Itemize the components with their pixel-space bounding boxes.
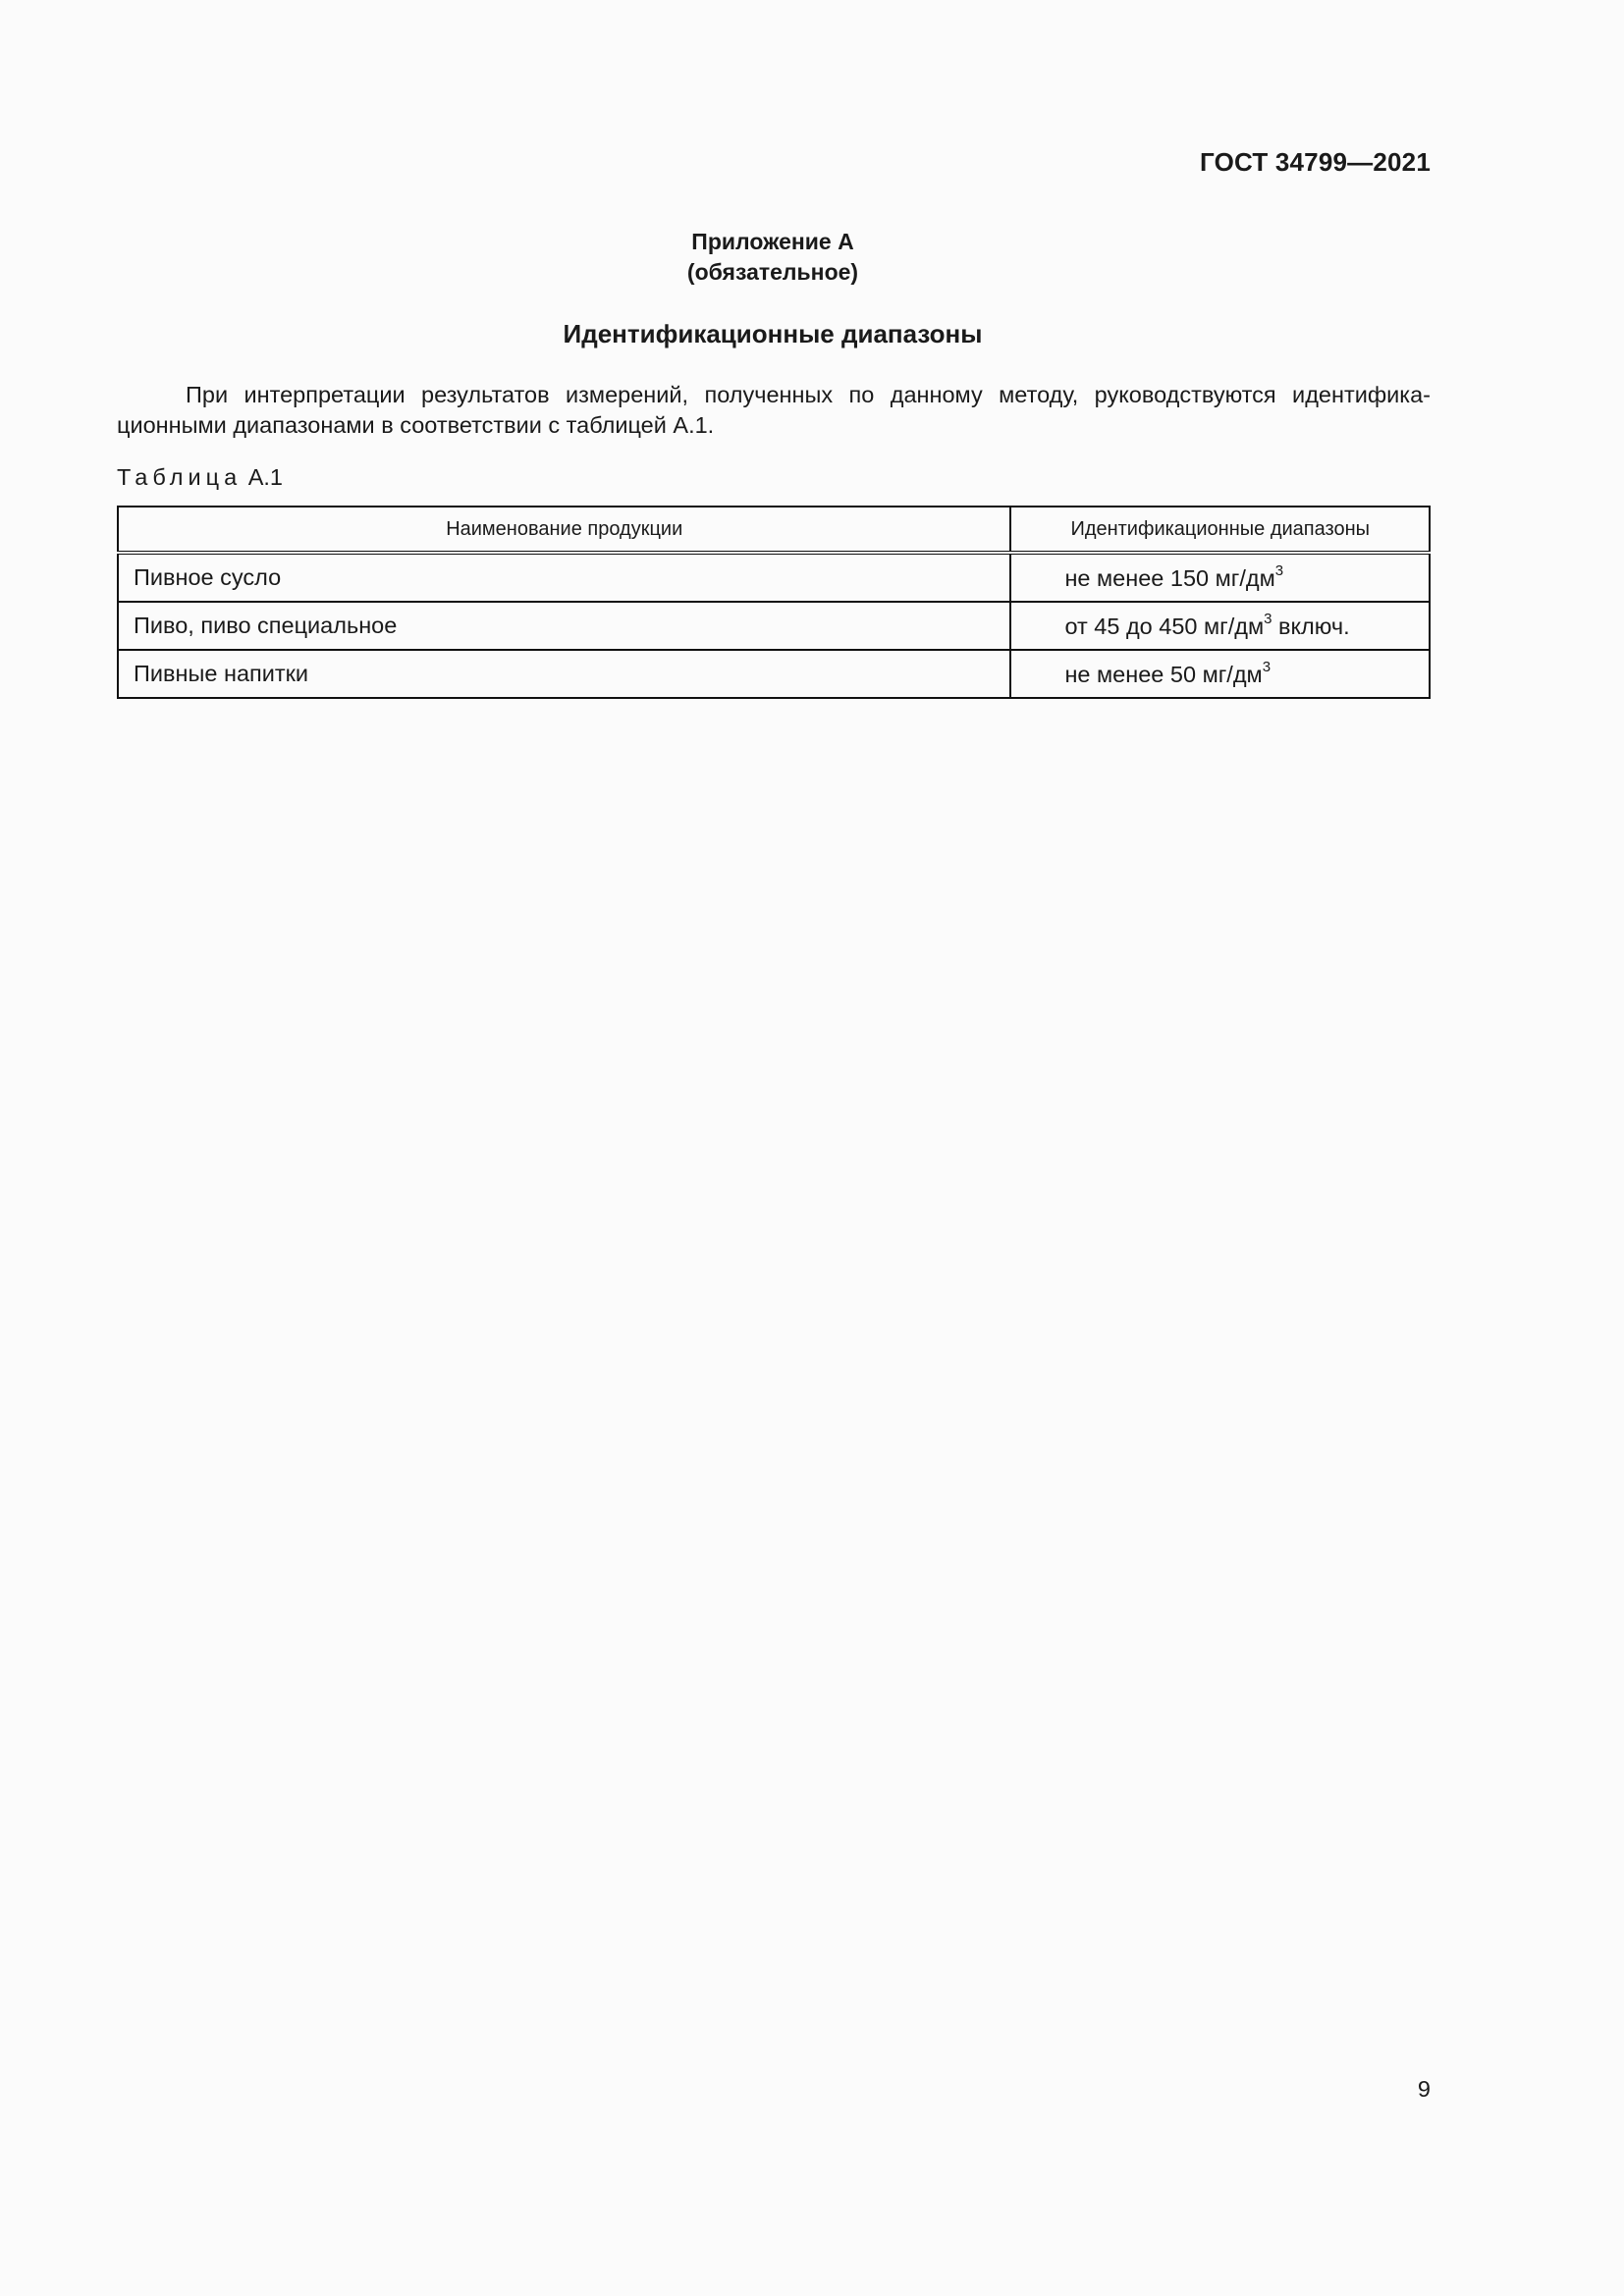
range-cell <box>1010 553 1430 602</box>
intro-line-1: При интерпретации результатов измерений, полученных по данному методу, руководствуются идентифика- <box>186 382 1431 407</box>
table-caption <box>117 464 283 491</box>
range-value: не менее 150 мг/дм <box>1064 564 1275 591</box>
table-row <box>118 650 1430 698</box>
table-header-row <box>118 507 1430 553</box>
document-code: ГОСТ 34799—2021 <box>1200 147 1431 177</box>
range-cell <box>1010 602 1430 650</box>
range-cell <box>1010 650 1430 698</box>
section-title: Идентификационные диапазоны <box>563 319 983 348</box>
unit-exponent: 3 <box>1274 561 1284 579</box>
range-value: от 45 до 450 мг/дм <box>1064 613 1265 639</box>
product-name-cell: Пивные напитки <box>118 650 1010 698</box>
appendix-heading <box>0 227 1545 288</box>
table-row <box>118 602 1430 650</box>
table-caption-number: А.1 <box>247 464 283 490</box>
column-header-range: Идентификационные диапазоны <box>1010 507 1430 553</box>
identification-ranges-table <box>117 506 1431 699</box>
unit-exponent: 3 <box>1264 610 1272 627</box>
unit-exponent: 3 <box>1262 658 1272 675</box>
table-row <box>118 553 1430 602</box>
appendix-status: (обязательное) <box>686 259 859 285</box>
intro-line-2: ционными диапазонами в соответствии с таблицей А.1. <box>117 412 715 438</box>
range-suffix: включ. <box>1272 613 1350 639</box>
intro-paragraph <box>117 380 1431 441</box>
product-name-cell: Пиво, пиво специальное <box>118 602 1010 650</box>
appendix-title: Приложение А <box>691 229 854 254</box>
range-value: не менее 50 мг/дм <box>1064 661 1263 687</box>
column-header-product: Наименование продукции <box>118 507 1010 553</box>
page-number: 9 <box>1417 2076 1431 2102</box>
table-caption-word: Таблица <box>117 464 243 490</box>
product-name-cell: Пивное сусло <box>118 553 1010 602</box>
